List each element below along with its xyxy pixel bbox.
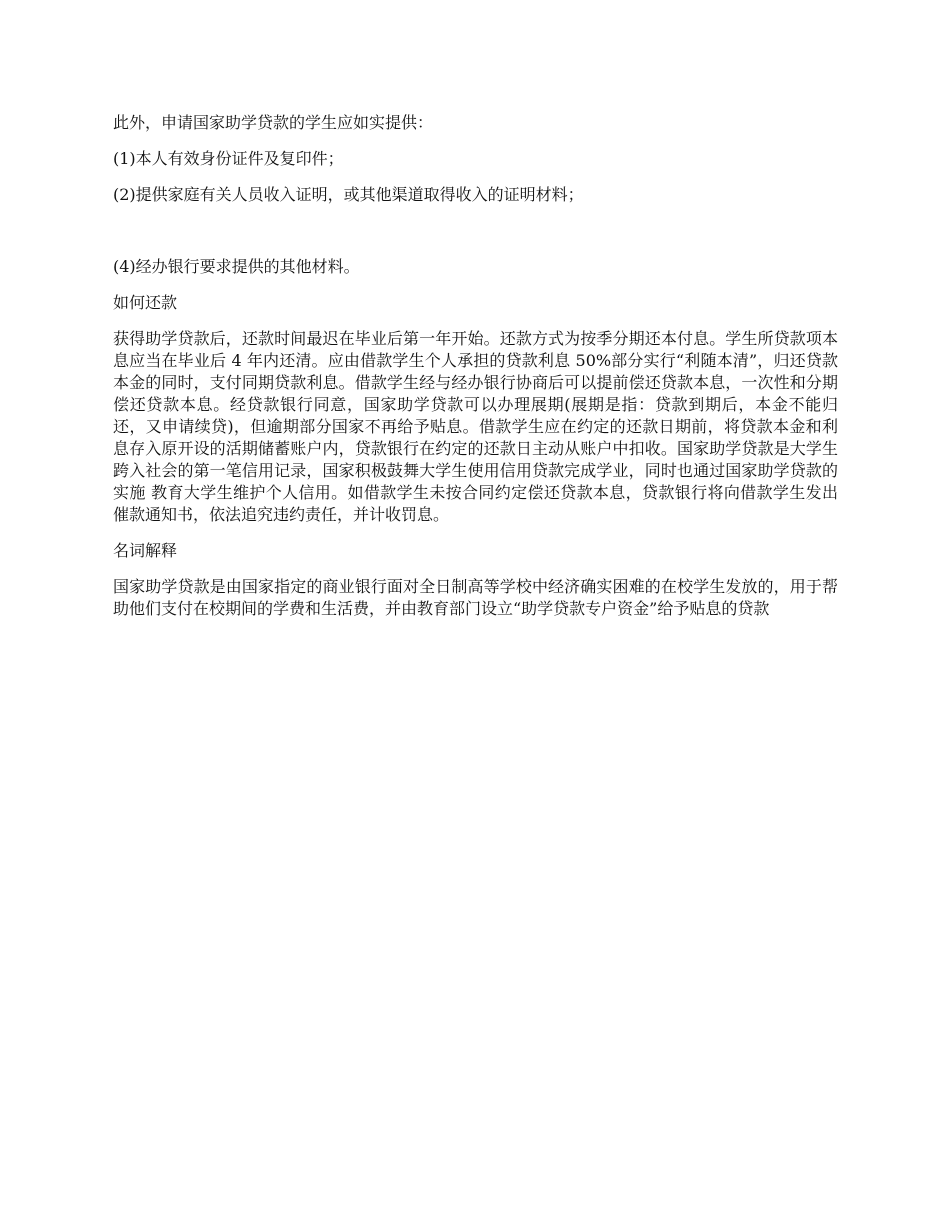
section-heading-repay: 如何还款 [113,293,178,312]
document-page [113,112,838,620]
list-item: (1)本人有效身份证件及复印件； [113,149,344,168]
list-item: (2)提供家庭有关人员收入证明，或其他渠道取得收入的证明材料； [113,185,584,204]
intro-text: 此外，申请国家助学贷款的学生应如实提供： [113,113,434,132]
repay-paragraph: 获得助学贷款后，还款时间最迟在毕业后第一年开始。还款方式为按季分期还本付息。学生所贷款项本息应当在毕业后 4 年内还清。应由借款学生个人承担的贷款利息 50%部分实行“利随本清”，归还贷款本金的同时，支付同期贷款利息。借款学生经与经办银行协商后可以提前偿还贷款本息，一次性和分期偿还贷款本息。经贷款银行同意，国家助学贷款可以办理展期(展期是指：贷款到期后，本金不能归还，又申请续贷)，但逾期部分国家不再给予贴息。借款学生应在约定的还款日期前，将贷款本金和利息存入原开设的活期储蓄账户内，贷款银行在约定的还款日主动从账户中扣收。国家助学贷款是大学生跨入社会的第一笔信用记录，国家积极鼓舞大学生使用信用贷款完成学业，同时也通过国家助学贷款的实施 教育大学生维护个人信用。如借款学生未按合同约定偿还贷款本息，贷款银行将向借款学生发出催款通知书，依法追究违约责任，并计收罚息。 [113,329,838,524]
terms-paragraph: 国家助学贷款是由国家指定的商业银行面对全日制高等学校中经济确实困难的在校学生发放的，用于帮助他们支付在校期间的学费和生活费，并由教育部门设立“助学贷款专户资金”给予贴息的贷款 [113,577,838,618]
list-item: (4)经办银行要求提供的其他材料。 [113,257,360,276]
section-heading-terms: 名词解释 [113,541,178,560]
